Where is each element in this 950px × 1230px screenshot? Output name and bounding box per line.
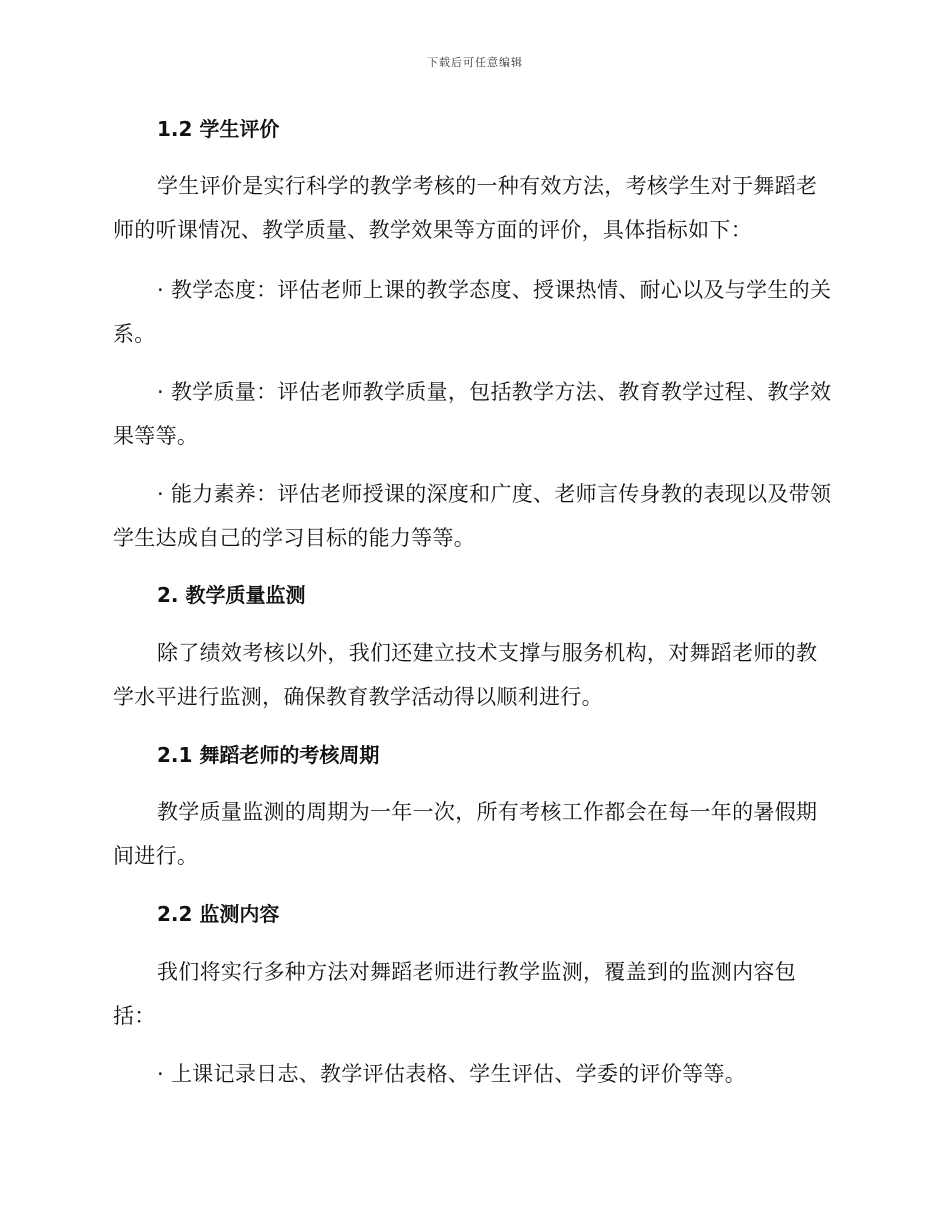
paragraph-student-evaluation: 学生评价是实行科学的教学考核的一种有效方法，考核学生对于舞蹈老师的听课情况、教学质量、教学效果等方面的评价，具体指标如下： [113,174,818,242]
section-heading-2-2: 2.2 监测内容 [157,902,280,926]
section-heading-2-1: 2.1 舞蹈老师的考核周期 [157,743,380,767]
bullet-ability: · 能力素养：评估老师授课的深度和广度、老师言传身教的表现以及带领学生达成自己的学习目标的能力等等。 [113,482,832,550]
paragraph-monitoring-content: 我们将实行多种方法对舞蹈老师进行教学监测，覆盖到的监测内容包括： [113,960,796,1028]
bullet-teaching-attitude: · 教学态度：评估老师上课的教学态度、授课热情、耐心以及与学生的关系。 [113,278,832,346]
bullet-class-records: · 上课记录日志、教学评估表格、学生评估、学委的评价等等。 [157,1062,747,1086]
section-heading-1-2: 1.2 学生评价 [157,117,280,141]
paragraph-quality-monitoring: 除了绩效考核以外，我们还建立技术支撑与服务机构，对舞蹈老师的教学水平进行监测，确保教育教学活动得以顺利进行。 [113,641,818,709]
bullet-teaching-quality: · 教学质量：评估老师教学质量，包括教学方法、教育教学过程、教学效果等等。 [113,380,832,448]
page-header: 下载后可任意编辑 [427,56,523,69]
section-heading-2: 2. 教学质量监测 [157,583,306,607]
paragraph-assessment-cycle: 教学质量监测的周期为一年一次，所有考核工作都会在每一年的暑假期间进行。 [113,800,818,868]
